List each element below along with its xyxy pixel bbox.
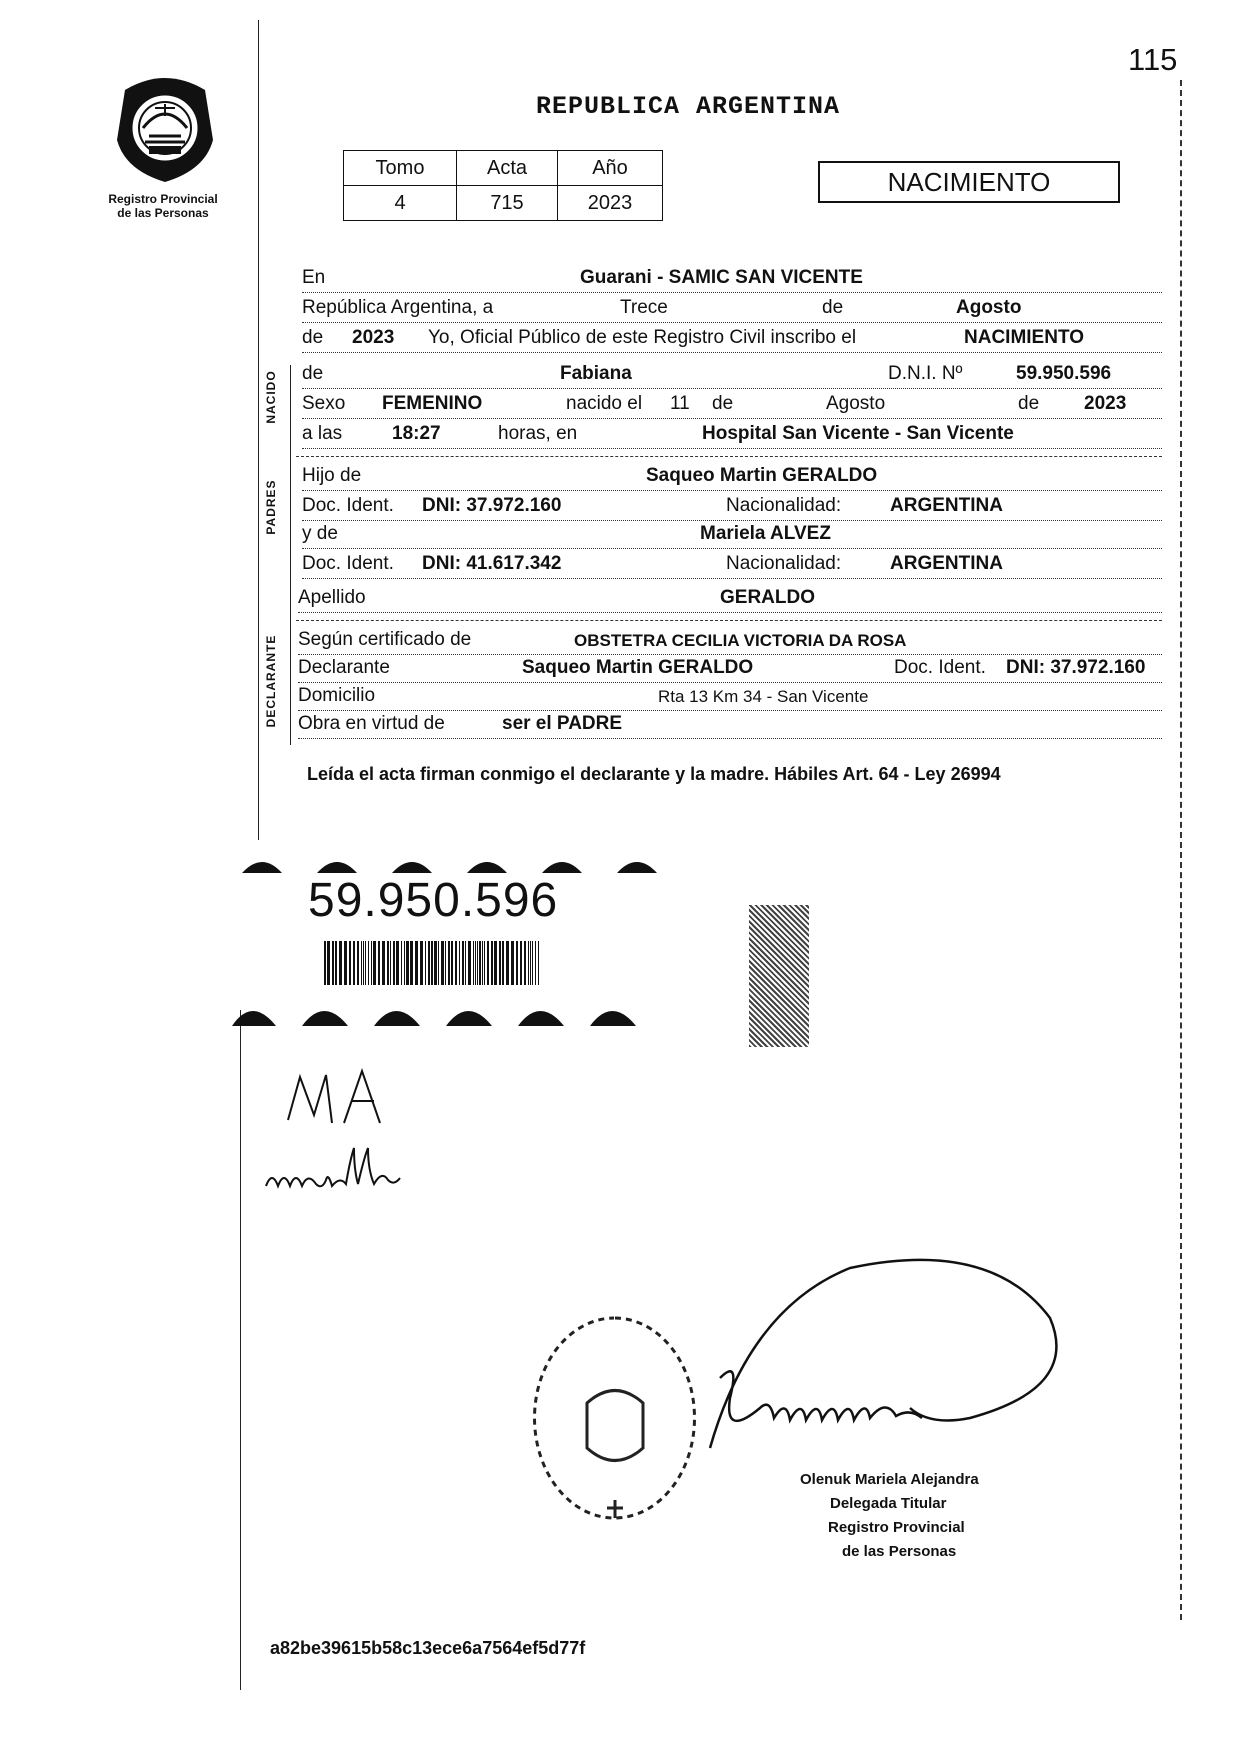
value-sexo: FEMENINO [382,393,483,414]
value-dia-inscripcion: Trece [620,297,668,318]
label-domicilio: Domicilio [298,685,376,706]
row-nombre [302,358,1162,389]
label-republica: República Argentina, a [302,297,494,318]
row-declarante [298,652,1162,683]
id-number: 59.950.596 [308,874,559,927]
value-padre: Saqueo Martin GERALDO [646,465,878,486]
label-de-anio: de [1018,393,1040,414]
registry-table-value-row [344,186,663,221]
label-doc-ident2: Doc. Ident. [302,553,394,574]
value-anio: 2023 [558,186,663,221]
value-hora: 18:27 [392,423,441,444]
value-obra: ser el PADRE [502,713,623,734]
row-domicilio [298,680,1162,711]
registry-table [343,150,663,221]
value-padre-nac: ARGENTINA [890,495,1003,516]
row-fecha-inscripcion [302,292,1162,323]
registry-name-line-2: de las Personas [117,206,209,220]
row-padre [302,460,1162,491]
value-domicilio: Rta 13 Km 34 - San Vicente [658,687,869,706]
section-label-padres: PADRES [264,479,278,535]
label-a-las: a las [302,423,343,444]
registry-name [88,192,238,220]
closing-text: Leída el acta firman conmigo el declarante y la madre. Hábiles Art. 64 - Ley 26994 [307,764,1001,784]
barcode [324,941,544,985]
label-y-de: y de [302,523,338,544]
value-anio-nac: 2023 [1084,393,1127,414]
row-certificado [298,624,1162,655]
label-hijo-de: Hijo de [302,465,362,486]
handwritten-initials [282,1065,422,1135]
label-dni: D.N.I. Nº [888,363,963,384]
value-anio-inscripcion: 2023 [352,327,395,348]
stamp-line-2: Delegada Titular [830,1495,947,1512]
value-declarante: Saqueo Martin GERALDO [522,657,754,678]
value-madre-nac: ARGENTINA [890,553,1003,574]
section-label-nacido: NACIDO [264,370,278,424]
handwritten-name [262,1140,452,1210]
value-padre-doc: DNI: 37.972.160 [422,495,562,516]
value-nombre: Fabiana [560,363,632,384]
value-apellido: GERALDO [720,587,815,608]
document-hash: a82be39615b58c13ece6a7564ef5d77f [270,1638,586,1658]
label-en: En [302,267,326,288]
label-declarante: Declarante [298,657,390,678]
header-anio: Año [558,151,663,186]
label-segun: Según certificado de [298,629,472,650]
value-tomo: 4 [344,186,457,221]
row-sexo [302,388,1162,419]
security-hologram [749,905,809,1047]
value-dni: 59.950.596 [1016,363,1112,384]
row-inscripcion [302,322,1162,353]
label-de2: de [302,327,324,348]
header-tomo: Tomo [344,151,457,186]
label-apellido: Apellido [298,587,366,608]
page-number: 115 [1128,42,1178,77]
value-mes-inscripcion: Agosto [956,297,1022,318]
document-type-box: NACIMIENTO [818,161,1120,203]
document-title: REPUBLICA ARGENTINA [536,92,841,121]
section-label-declarante: DECLARANTE [264,634,278,728]
label-de-nombre: de [302,363,324,384]
value-acta: 715 [457,186,558,221]
emblem-icon [105,70,225,188]
label-sexo: Sexo [302,393,346,414]
row-padre-doc [302,490,1162,521]
value-certificado: OBSTETRA CECILIA VICTORIA DA ROSA [574,631,907,650]
signature [690,1248,1070,1488]
label-doc-ident3: Doc. Ident. [894,657,986,678]
label-de-mes: de [712,393,734,414]
registry-table-header-row [344,151,663,186]
value-declarante-doc: DNI: 37.972.160 [1006,657,1146,678]
label-obra: Obra en virtud de [298,713,445,734]
header-acta: Acta [457,151,558,186]
value-lugar-nac: Hospital San Vicente - San Vicente [702,423,1014,444]
label-doc-ident: Doc. Ident. [302,495,394,516]
value-mes-nac: Agosto [826,393,886,414]
row-madre [302,518,1162,549]
label-nacionalidad2: Nacionalidad: [726,553,842,574]
value-madre-doc: DNI: 41.617.342 [422,553,562,574]
decorative-band-top [232,845,682,875]
stamp-line-1: Olenuk Mariela Alejandra [800,1471,979,1488]
label-horas-en: horas, en [498,423,578,444]
value-dia-nac: 11 [670,393,690,414]
label-nacionalidad: Nacionalidad: [726,495,842,516]
row-madre-doc [302,548,1162,579]
decorative-band-bottom [232,990,682,1030]
label-yo: Yo, Oficial Público de este Registro Civil inscribo el [428,327,857,348]
official-stamp-text [800,1468,979,1564]
row-apellido [298,582,1162,613]
label-nacido-el: nacido el [566,393,643,414]
province-emblem [105,70,225,188]
label-de: de [822,297,844,318]
row-hora-lugar [302,418,1162,449]
value-tipo: NACIMIENTO [964,327,1084,348]
row-lugar [302,262,1162,293]
registry-name-line-1: Registro Provincial [108,192,218,206]
id-block [232,845,682,1025]
row-obra [298,708,1162,739]
stamp-line-3: Registro Provincial [828,1519,965,1536]
value-lugar: Guarani - SAMIC SAN VICENTE [580,267,863,288]
stamp-line-4: de las Personas [842,1543,957,1560]
value-madre: Mariela ALVEZ [700,523,831,544]
official-stamp [525,1308,705,1538]
